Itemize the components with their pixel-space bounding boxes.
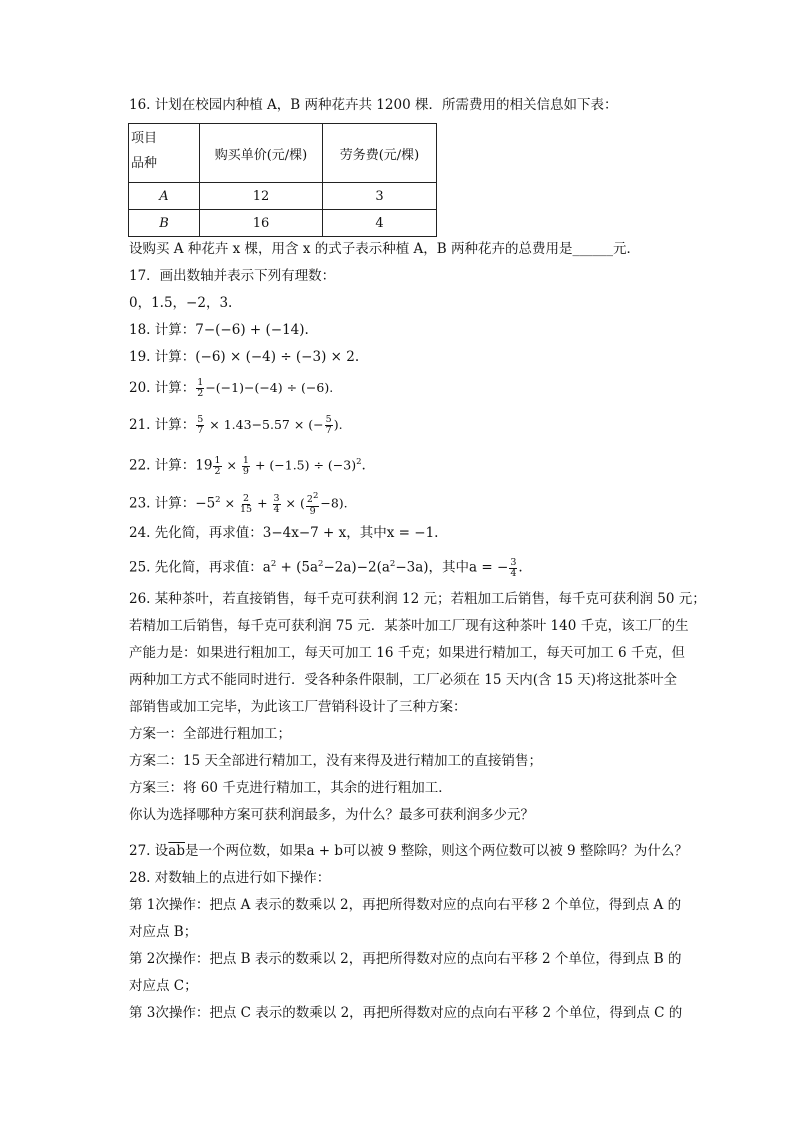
q21-fraction-2 [325, 415, 333, 436]
q28-line-4: 第 2次操作：把点 B 表示的数乘以 2，再把所得数对应的点向右平移 2 个单位，得到点 B 的 [129, 951, 682, 967]
frac-den: 4 [510, 567, 517, 579]
q28-line-3: 对应点 B； [129, 924, 198, 940]
q28-line-5: 对应点 C； [129, 978, 198, 994]
q22-mid: × [222, 457, 241, 473]
frac-num: 5 [197, 414, 204, 425]
table-corner-cell [129, 124, 200, 183]
q21-text [129, 415, 343, 436]
q27-text [129, 842, 688, 860]
q22-text [129, 453, 366, 477]
q26-line-7: 方案二：15 天全部进行精加工，没有来得及进行精加工的直接销售； [129, 753, 542, 769]
q23-mid2: + [253, 495, 272, 511]
q16-question: 设购买 A 种花卉 x 棵，用含 x 的式子表示种植 A，B 两种花卉的总费用是______元． [129, 241, 640, 257]
row-a-price: 12 [200, 183, 323, 210]
frac-den: 2 [197, 388, 204, 399]
frac-num: 1 [197, 377, 204, 388]
q26-line-1: 26. 某种茶叶，若直接销售，每千克可获利润 12 元；若粗加工后销售，每千克可获利润 50 元； [129, 591, 706, 607]
q25-prefix: 25. 先化简，再求值：a [129, 559, 271, 576]
q22-fraction-1 [213, 456, 221, 477]
q21-mid: × 1.43−5.57 × (− [205, 417, 324, 432]
q26-line-3: 产能力是：如果进行粗加工，每天可加工 16 千克；如果进行精加工，每天可加工 6 千克，但 [129, 645, 685, 661]
q28-line-1: 28. 对数轴上的点进行如下操作： [129, 870, 331, 886]
q25-fraction [509, 558, 517, 579]
q26-line-6: 方案一：全部进行粗加工； [129, 726, 291, 742]
q23-mid3: × ( [281, 495, 305, 511]
frac-num: 1 [242, 454, 249, 466]
frac-den: 9 [309, 505, 316, 517]
frac-num [306, 491, 319, 506]
q25-mid3: −3a)，其中a = − [395, 559, 509, 576]
q17-text: 17．画出数轴并表示下列有理数： [129, 268, 336, 284]
frac-num: 1 [214, 454, 221, 466]
q26-line-5: 部销售或加工完毕，为此该工厂营销科设计了三种方案： [129, 699, 467, 715]
q22-fraction-2 [242, 456, 250, 477]
frac-den: 9 [242, 465, 249, 477]
q20-text [129, 378, 333, 399]
q19-text: 19. 计算：(−6) × (−4) ÷ (−3) × 2. [129, 349, 360, 365]
frac-den: 4 [273, 503, 280, 515]
row-a-labor: 3 [323, 183, 437, 210]
q23-mid1: × [220, 495, 240, 511]
q23-prefix: 23. 计算：−5 [129, 495, 216, 512]
q16-text: 16. 计划在校园内种植 A，B 两种花卉共 1200 棵．所需费用的相关信息如下表： [129, 97, 618, 113]
table-row [129, 183, 437, 210]
q21-fraction-1 [196, 415, 204, 436]
q23-exponent: 2 [215, 495, 221, 505]
q23-text [129, 491, 348, 517]
frac-den: 2 [214, 465, 221, 477]
cost-table [128, 123, 437, 237]
q27-rest: 是一个两位数，如果a + b可以被 9 整除，则这个两位数可以被 9 整除吗？为什么？ [184, 843, 688, 859]
corner-bottom-label: 品种 [131, 156, 158, 171]
q25-mid2: −2a)−2(a [323, 559, 390, 576]
table-header-price: 购买单价(元/棵) [200, 124, 323, 183]
q25-text [129, 555, 523, 579]
q25-exp2: 2 [318, 559, 324, 569]
q20-fraction [196, 378, 204, 399]
q21-end: ). [333, 417, 343, 432]
q23-fraction-3 [306, 491, 319, 516]
frac-num: 5 [325, 414, 332, 425]
q22-rest: + (−1.5) ÷ (−3) [250, 457, 357, 473]
q18-text: 18. 计算：7−(−6) + (−14). [129, 322, 309, 338]
q22-end: . [361, 457, 366, 474]
frac-den: 7 [197, 425, 204, 436]
frac-num: 3 [273, 492, 280, 504]
q28-line-2: 第 1次操作：把点 A 表示的数乘以 2，再把所得数对应的点向右平移 2 个单位，得到点 A 的 [129, 897, 682, 913]
frac-num: 2 [243, 492, 250, 504]
frac-den: 7 [325, 425, 332, 436]
frac-den: 15 [240, 503, 253, 515]
q27-prefix: 27. 设 [129, 843, 169, 859]
q23-fraction-1 [240, 494, 252, 515]
q25-exp1: 2 [270, 559, 277, 569]
row-a-name: A [129, 183, 200, 210]
q21-prefix: 21. 计算： [129, 417, 196, 433]
q20-prefix: 20. 计算： [129, 380, 196, 396]
q26-line-4: 两种加工方式不能同时进行．受各种条件限制，工厂必须在 15 天内(含 15 天)将这批茶叶全 [129, 672, 678, 688]
corner-top-label: 项目 [131, 131, 158, 146]
q22-exponent: 2 [356, 457, 362, 467]
q25-mid: + (5a [276, 559, 319, 576]
q28-line-6: 第 3次操作：把点 C 表示的数乘以 2，再把所得数对应的点向右平移 2 个单位，得到点 C 的 [129, 1005, 683, 1021]
frac-num-exponent: 2 [312, 491, 319, 502]
frac-num-base: 2 [306, 494, 313, 506]
table-header-labor: 劳务费(元/棵) [323, 124, 437, 183]
frac-num: 3 [510, 556, 517, 568]
table-row [129, 210, 437, 237]
row-b-price: 16 [200, 210, 323, 237]
q23-end: −8). [320, 495, 348, 511]
q26-line-2: 若精加工后销售，每千克可获利润 75 元．某茶叶加工厂现有这种茶叶 140 千克，该工厂的生 [129, 618, 689, 634]
q22-prefix: 22. 计算：19 [129, 457, 213, 474]
q26-line-9: 你认为选择哪种方案可获利润最多，为什么？最多可获利润多少元？ [129, 807, 534, 823]
q17-values: 0，1.5，−2，3. [129, 295, 233, 311]
q24-text: 24. 先化简，再求值：3−4x−7 + x，其中x = −1. [129, 525, 439, 541]
row-b-labor: 4 [323, 210, 437, 237]
q20-rest: −(−1)−(−4) ÷ (−6). [205, 380, 334, 395]
q27-overline-ab: $\overline{ab}$ [168, 843, 185, 859]
row-b-name: B [129, 210, 200, 237]
q25-end: . [518, 559, 523, 576]
q23-fraction-2 [273, 494, 281, 515]
q25-exp3: 2 [389, 559, 396, 569]
q26-line-8: 方案三：将 60 千克进行精加工，其余的进行粗加工． [129, 780, 452, 796]
